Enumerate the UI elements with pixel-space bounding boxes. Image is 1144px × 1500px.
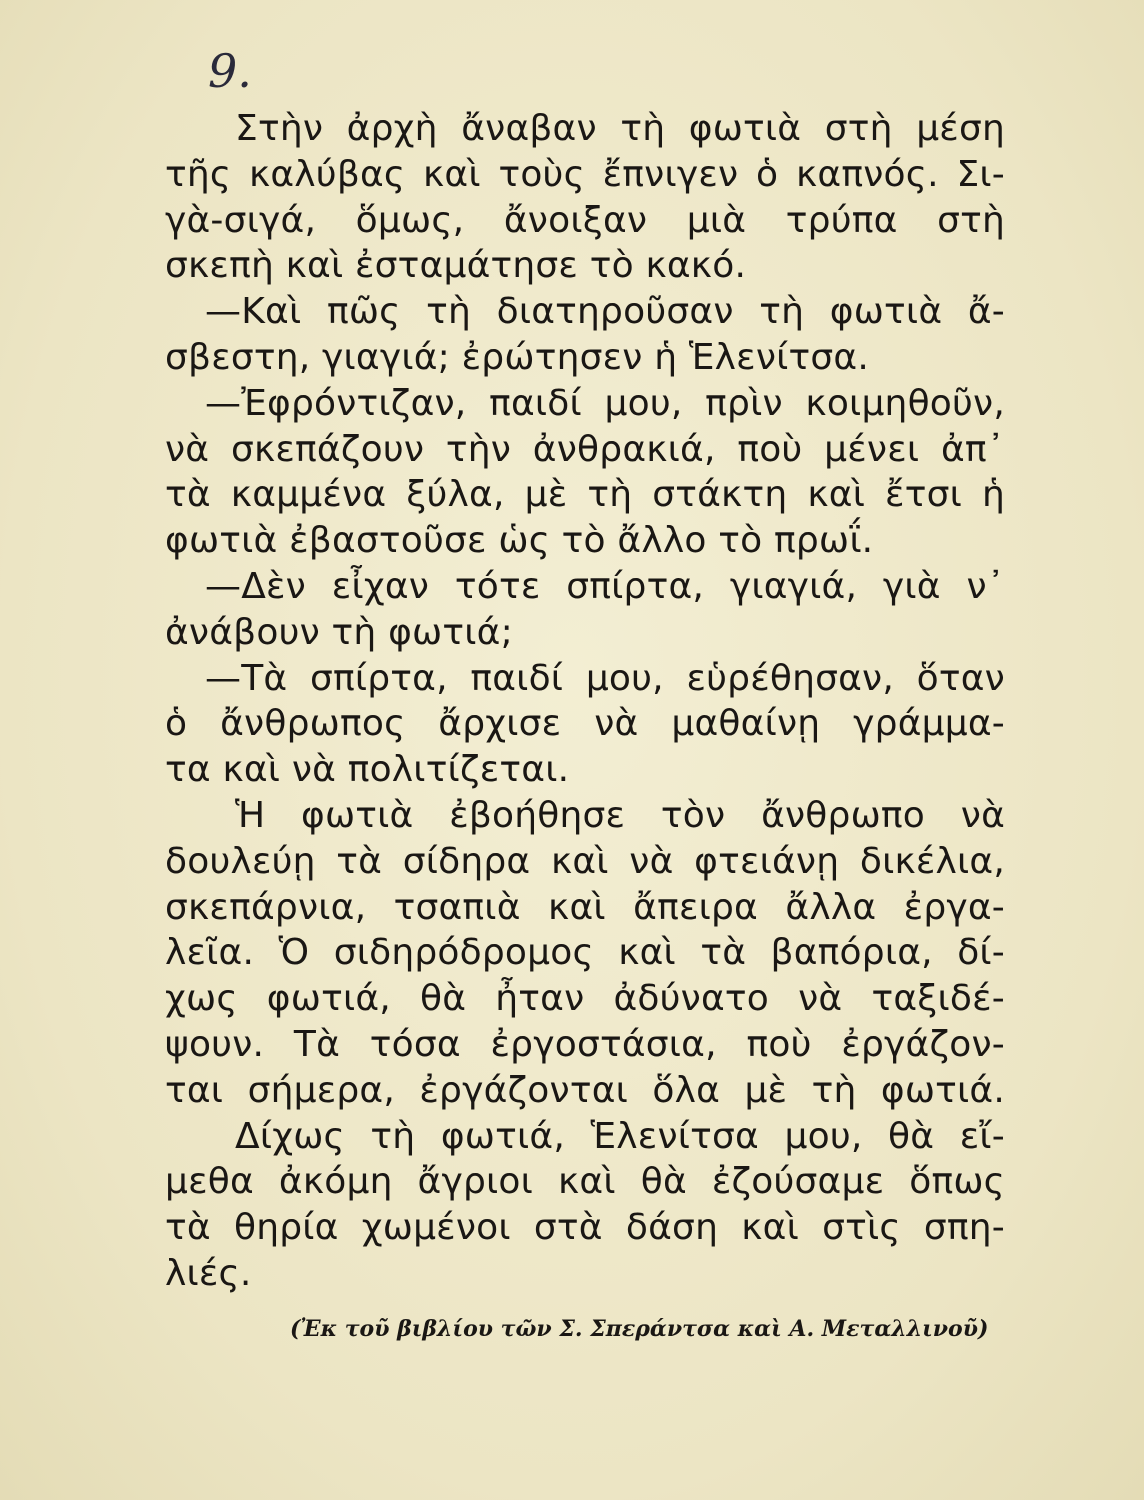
handwritten-page-mark: 9. [208,44,252,98]
text-line: ψουν. Τὰ τόσα ἐργοστάσια, ποὺ ἐργάζον- [165,1023,1005,1065]
text-line: τα καὶ νὰ πολιτίζεται. [165,749,570,791]
text-line: δουλεύῃ τὰ σίδηρα καὶ νὰ φτειάνῃ δικέλια, [165,840,1005,882]
text-line: Στὴν ἀρχὴ ἄναβαν τὴ φωτιὰ στὴ μέση [235,108,1005,149]
text-line: χως φωτιά, θὰ ἦταν ἀδύνατο νὰ ταξιδέ- [165,978,1005,1020]
text-line: λιές. [165,1252,252,1294]
text-line: σβεστη, γιαγιά; ἐρώτησεν ἡ Ἑλενίτσα. [165,336,869,378]
text-line: μεθα ἀκόμη ἄγριοι καὶ θὰ ἐζούσαμε ὅπως [165,1161,1005,1203]
text-line: ὁ ἄνθρωπος ἄρχισε νὰ μαθαίνῃ γράμμα- [165,703,1005,745]
text-line: τὰ καμμένα ξύλα, μὲ τὴ στάκτη καὶ ἔτσι ἡ [165,474,1005,516]
text-line: —Δὲν εἶχαν τότε σπίρτα, γιαγιά, γιὰ ν᾽ [205,565,1005,607]
text-line: σκεπὴ καὶ ἐσταμάτησε τὸ κακό. [165,245,747,287]
text-line: Δίχως τὴ φωτιά, Ἑλενίτσα μου, θὰ εἴ- [235,1115,1005,1157]
text-line: σκεπάρνια, τσαπιὰ καὶ ἄπειρα ἄλλα ἐργα- [165,886,1005,928]
text-line: —Καὶ πῶς τὴ διατηροῦσαν τὴ φωτιὰ ἄ- [205,291,1005,333]
text-line: τὰ θηρία χωμένοι στὰ δάση καὶ στὶς σπη- [165,1207,1005,1249]
body-text [165,106,1005,1297]
text-line: —Τὰ σπίρτα, παιδί μου, εὑρέθησαν, ὅταν [205,657,1005,699]
text-line: λεῖα. Ὁ σιδηρόδρομος καὶ τὰ βαπόρια, δί- [165,932,1005,974]
text-line: ται σήμερα, ἐργάζονται ὅλα μὲ τὴ φωτιά. [165,1069,1005,1111]
text-line: νὰ σκεπάζουν τὴν ἀνθρακιά, ποὺ μένει ἀπ᾽ [165,428,1005,470]
text-line: τῆς καλύβας καὶ τοὺς ἔπνιγεν ὁ καπνός. Σι- [165,153,1005,195]
source-citation: (Ἐκ τοῦ βιβλίου τῶν Σ. Σπεράντσα καὶ Α. Μεταλλινοῦ) [290,1316,989,1342]
text-line: —Ἐφρόντιζαν, παιδί μου, πρὶν κοιμηθοῦν, [205,382,1005,424]
text-line: ἀνάβουν τὴ φωτιά; [165,611,513,653]
text-line: φωτιὰ ἐβαστοῦσε ὡς τὸ ἄλλο τὸ πρωΐ. [165,520,874,562]
text-line: Ἡ φωτιὰ ἐβοήθησε τὸν ἄνθρωπο νὰ [235,794,1005,836]
text-line: γὰ-σιγά, ὅμως, ἄνοιξαν μιὰ τρύπα στὴ [165,199,1005,241]
